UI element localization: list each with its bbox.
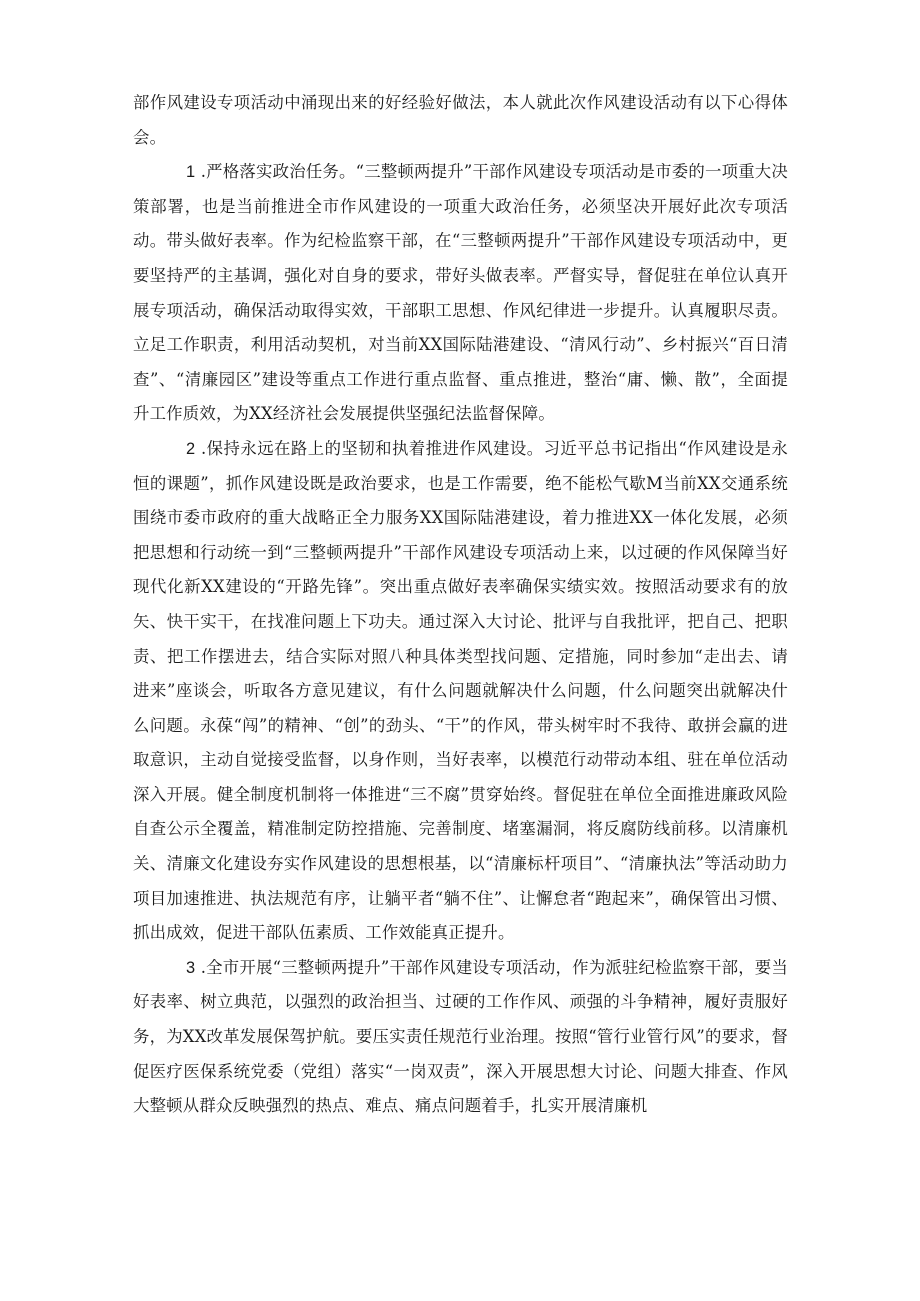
paragraph-text: .全市开展“三整顿两提升”干部作风建设专项活动，作为派驻纪检监察干部，要当好表率、树立典范，以强烈的政治担当、过硬的工作作风、顽强的斗争精神，履好责服好务，为XX改革发展保驾护航。要压实责任规范行业治理。按照“管行业管行风”的要求，督促医疗医保系统党委（党组）落实“一岗双责”，深入开展思想大讨论、问题大排查、作风大整顿从群众反映强烈的热点、难点、痛点问题着手，扎实开展清廉机: [133, 957, 788, 1116]
paragraph-1: [133, 155, 788, 432]
paragraph-2: [133, 432, 788, 951]
document-page: [133, 86, 788, 1124]
paragraph-text: .严格落实政治任务。“三整顿两提升”干部作风建设专项活动是市委的一项重大决策部署，也是当前推进全市作风建设的一项重大政治任务，必须坚决开展好此次专项活动。带头做好表率。作为纪检监察干部，在“三整顿两提升”干部作风建设专项活动中，更要坚持严的主基调，强化对自身的要求，带好头做表率。严督实导，督促驻在单位认真开展专项活动，确保活动取得实效，干部职工思想、作风纪律进一步提升。认真履职尽责。立足工作职责，利用活动契机，对当前XX国际陆港建设、“清风行动”、乡村振兴“百日清查”、“清廉园区”建设等重点工作进行重点监督、重点推进，整治“庸、懒、散”，全面提升工作质效，为XX经济社会发展提供坚强纪法监督保障。: [133, 162, 788, 424]
paragraph-number: 1: [186, 163, 196, 182]
paragraph-text: .保持永远在路上的坚韧和执着推进作风建设。习近平总书记指出“作风建设是永恒的课题”，抓作风建设既是政治要求，也是工作需要，绝不能松气歇M当前XX交通系统围绕市委市政府的重大战略正全力服务XX国际陆港建设，着力推进XX一体化发展，必须把思想和行动统一到“三整顿两提升”干部作风建设专项活动上来，以过硬的作风保障当好现代化新XX建设的“开路先锋”。突出重点做好表率确保实绩实效。按照活动要求有的放矢、快干实干，在找准问题上下功夫。通过深入大讨论、批评与自我批评，把自己、把职责、把工作摆进去，结合实际对照八种具体类型找问题、定措施，同时参加“走出去、请进来”座谈会，听取各方意见建议，有什么问题就解决什么问题，什么问题突出就解决什么问题。永葆“闯”的精神、“创”的劲头、“干”的作风，带头树牢时不我待、敢拼会赢的进取意识，主动自觉接受监督，以身作则，当好表率，以模范行动带动本组、驻在单位活动深入开展。健全制度机制将一体推进“三不腐”贯穿始终。督促驻在单位全面推进廉政风险自查公示全覆盖，精准制定防控措施、完善制度、堵塞漏洞，将反腐防线前移。以清廉机关、清廉文化建设夯实作风建设的思想根基，以“清廉标杆项目”、“清廉执法”等活动助力项目加速推进、执法规范有序，让躺平者“躺不住”、让懈怠者“跑起来”，确保管出习惯、抓出成效，促进干部队伍素质、工作效能真正提升。: [133, 438, 788, 943]
paragraph-3: [133, 951, 788, 1124]
paragraph-number: 3: [186, 958, 196, 977]
paragraph-text: 部作风建设专项活动中涌现出来的好经验好做法，本人就此次作风建设活动有以下心得体会。: [133, 93, 788, 147]
paragraph-continuation: [133, 86, 788, 155]
paragraph-number: 2: [186, 439, 196, 458]
